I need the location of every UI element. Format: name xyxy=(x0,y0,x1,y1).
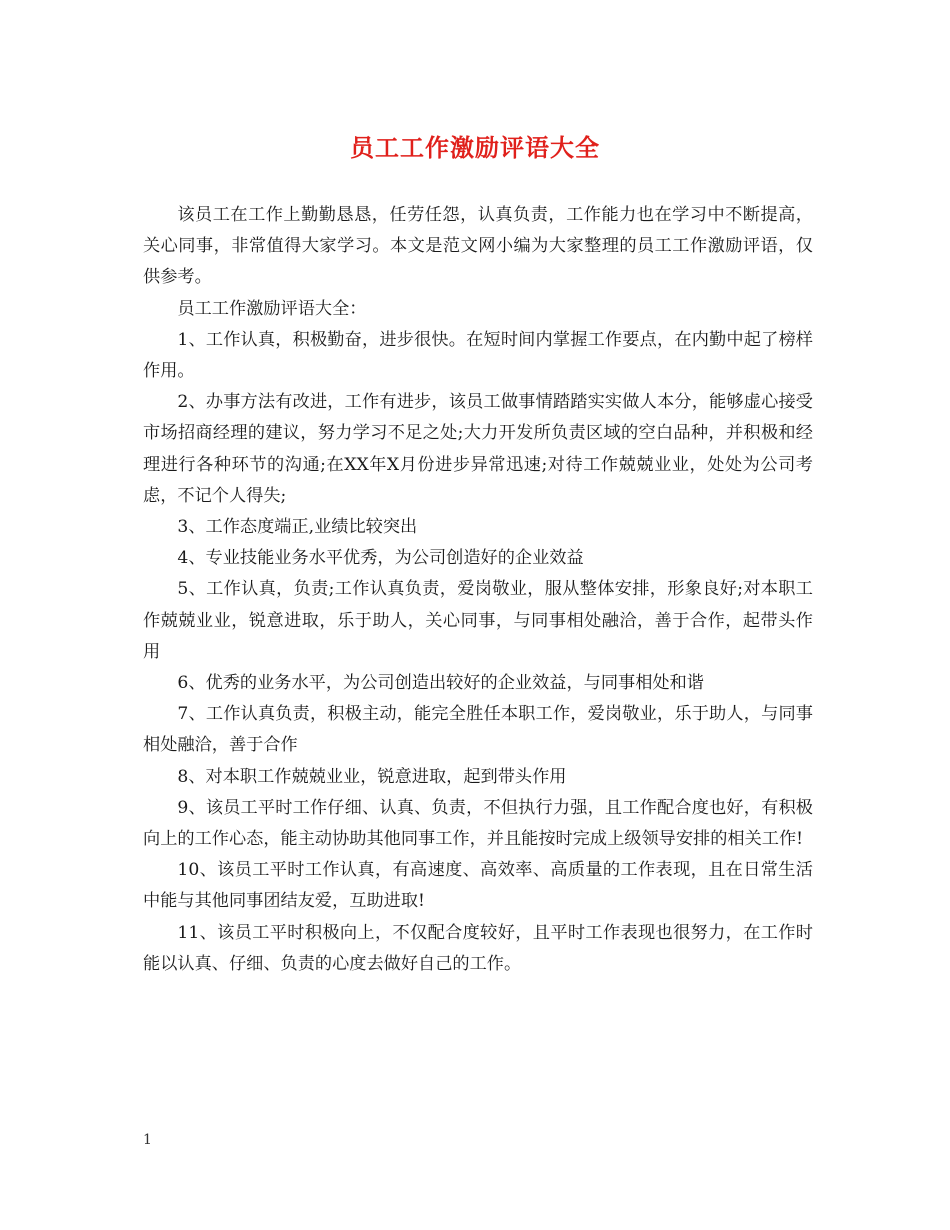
paragraph-item-5: 5、工作认真，负责;工作认真负责，爱岗敬业，服从整体安排，形象良好;对本职工作兢兢业业，锐意进取，乐于助人，关心同事，与同事相处融洽，善于合作，起带头作用 xyxy=(143,579,813,662)
paragraph-item-4: 4、专业技能业务水平优秀，为公司创造好的企业效益 xyxy=(177,548,584,569)
paragraph-item-9: 9、该员工平时工作仔细、认真、负责，不但执行力强，且工作配合度也好，有积极向上的工作心态，能主动协助其他同事工作，并且能按时完成上级领导安排的相关工作! xyxy=(143,797,813,850)
paragraph-item-8: 8、对本职工作兢兢业业，锐意进取，起到带头作用 xyxy=(177,766,567,787)
document-title: 员工工作激励评语大全 xyxy=(350,133,600,162)
paragraph-item-1: 1、工作认真，积极勤奋，进步很快。在短时间内掌握工作要点，在内勤中起了榜样作用。 xyxy=(143,329,813,382)
paragraph-item-10: 10、该员工平时工作认真，有高速度、高效率、高质量的工作表现，且在日常生活中能与其他同事团结友爱，互助进取! xyxy=(143,860,813,912)
document-body xyxy=(143,200,813,980)
page-number: 1 xyxy=(143,1132,152,1148)
paragraph-intro: 该员工在工作上勤勤恳恳，任劳任怨，认真负责，工作能力也在学习中不断提高，关心同事，非常值得大家学习。本文是范文网小编为大家整理的员工工作激励评语，仅供参考。 xyxy=(143,205,813,288)
paragraph-item-7: 7、工作认真负责，积极主动，能完全胜任本职工作，爱岗敬业，乐于助人，与同事相处融洽，善于合作 xyxy=(143,704,813,756)
paragraph-heading: 员工工作激励评语大全： xyxy=(177,298,367,319)
paragraph-item-11: 11、该员工平时积极向上，不仅配合度较好，且平时工作表现也很努力，在工作时能以认真、仔细、负责的心度去做好自己的工作。 xyxy=(143,922,813,974)
paragraph-item-6: 6、优秀的业务水平，为公司创造出较好的企业效益，与同事相处和谐 xyxy=(177,673,704,694)
paragraph-item-3: 3、工作态度端正,业绩比较突出 xyxy=(177,517,418,538)
paragraph-item-2: 2、办事方法有改进，工作有进步，该员工做事情踏踏实实做人本分，能够虚心接受市场招商经理的建议，努力学习不足之处;大力开发所负责区域的空白品种，并积极和经理进行各种环节的沟通;在XX年X月份进步异常迅速;对待工作兢兢业业，处处为公司考虑，不记个人得失; xyxy=(143,392,813,506)
